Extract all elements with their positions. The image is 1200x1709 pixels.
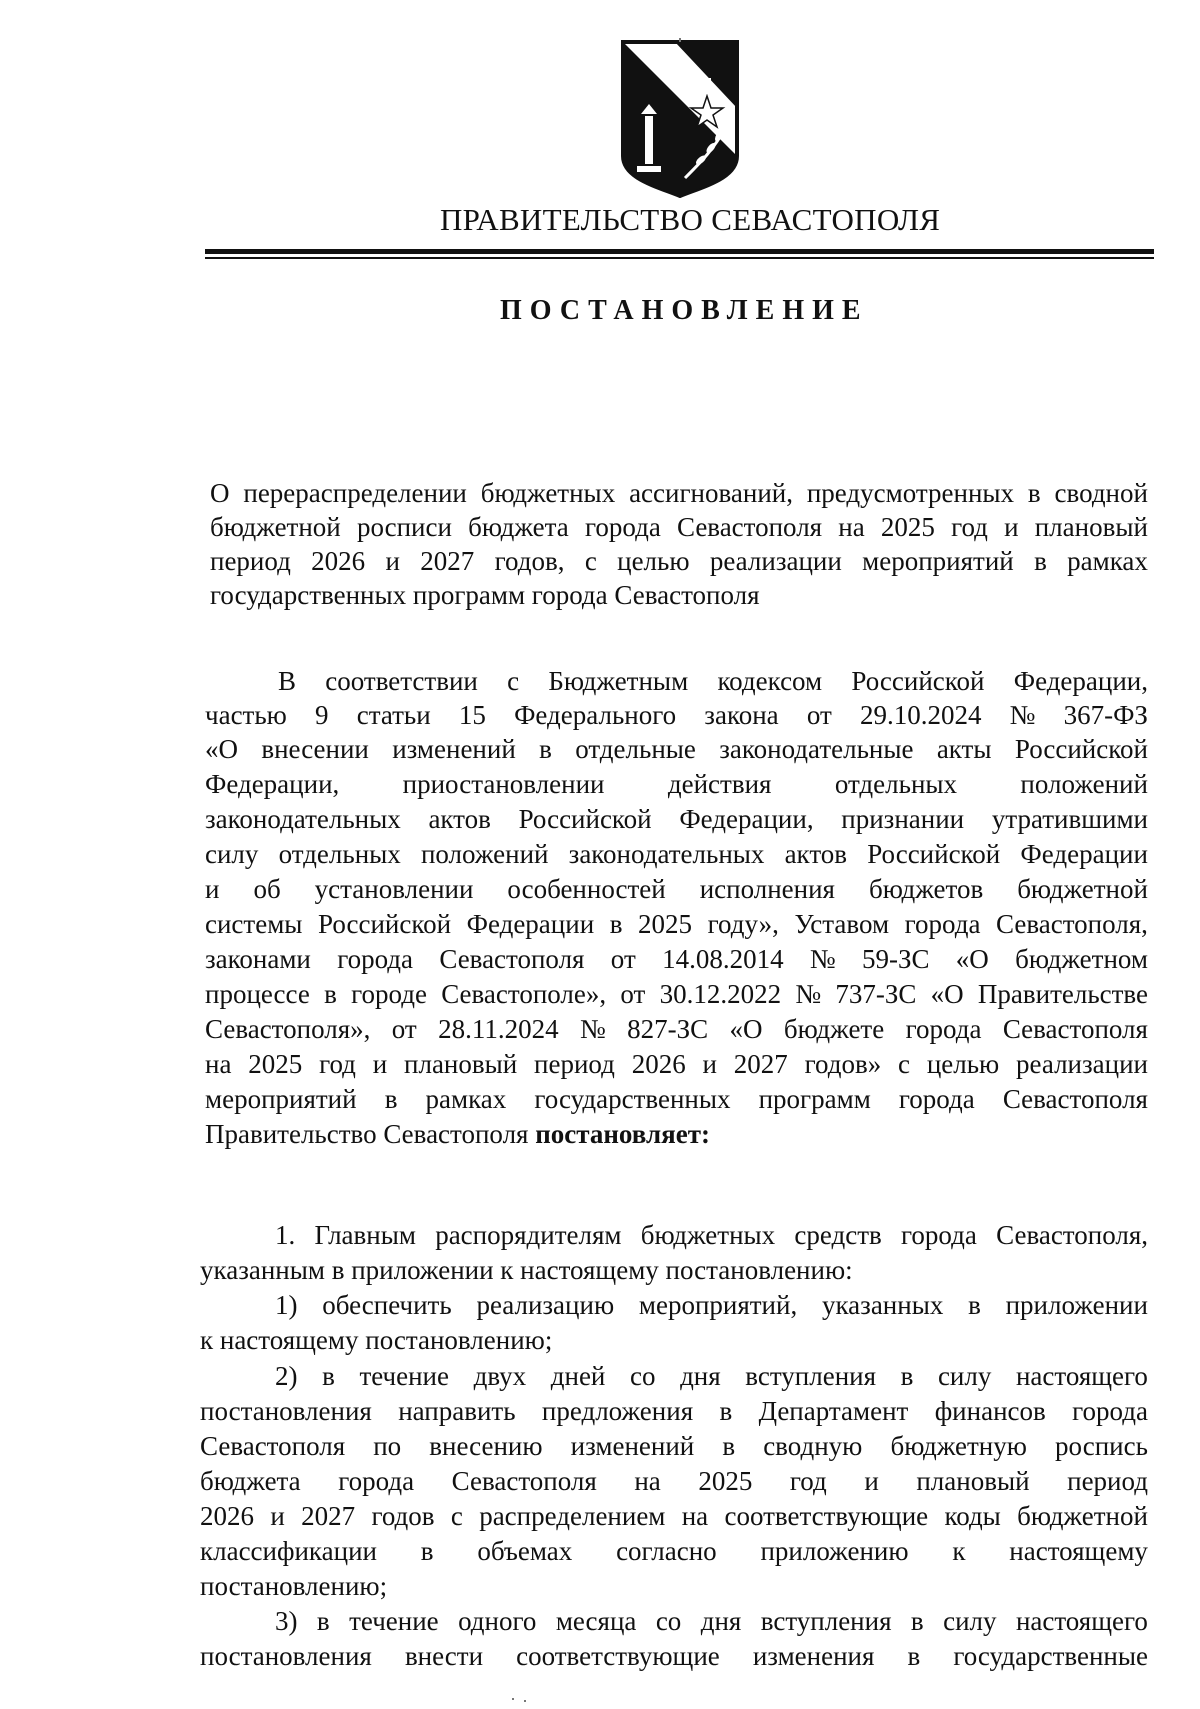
word: настоящему — [1009, 1536, 1148, 1566]
word: № — [809, 944, 836, 974]
clause-line — [200, 1499, 1148, 1533]
word: 29.10.2024 — [859, 700, 982, 730]
preamble-line — [278, 664, 1148, 698]
word: Федерального — [514, 700, 677, 730]
word: Уставом — [794, 909, 890, 939]
word: плановый — [404, 1049, 518, 1079]
word: Севастополя, — [996, 1220, 1148, 1250]
word: 2026 — [200, 1501, 254, 1531]
word: бюджета — [200, 1466, 301, 1496]
word: 9 — [315, 700, 329, 730]
word: бюджетной — [1017, 1501, 1148, 1531]
word: мероприятий, — [638, 1290, 798, 1320]
preamble-line — [205, 732, 1148, 766]
word: силу — [937, 1361, 992, 1391]
word: распределением — [479, 1501, 666, 1531]
word: вступления — [745, 1361, 877, 1391]
word: Севастополя, — [996, 909, 1148, 939]
word: изменений — [570, 1431, 695, 1461]
word: силу — [205, 839, 259, 869]
preamble-line — [205, 1047, 1148, 1081]
word: с — [450, 1501, 463, 1531]
word: процессе — [205, 979, 310, 1009]
word: Российской — [318, 909, 452, 939]
word: приостановлении — [402, 769, 605, 799]
word: утратившими — [991, 804, 1148, 834]
word: бюджетной — [210, 512, 341, 542]
word: 2027 — [301, 1501, 356, 1531]
word: росписи — [356, 512, 452, 542]
word: 3) — [275, 1606, 298, 1636]
preamble-last-line — [205, 1117, 710, 1151]
word: 2026 — [631, 1049, 686, 1079]
word: государственных — [534, 1084, 731, 1114]
preamble-last-text: Правительство Севастополя — [205, 1119, 536, 1149]
word: «О — [930, 979, 964, 1009]
word: отдельные — [575, 734, 696, 764]
word: со — [629, 1361, 656, 1391]
word: соответствующие — [516, 1641, 720, 1671]
preamble-line — [205, 698, 1148, 732]
clause-line — [200, 1639, 1148, 1673]
word: перераспределении — [243, 478, 467, 508]
preamble-line — [205, 942, 1148, 976]
word: внесению — [429, 1431, 543, 1461]
word: настоящего — [1015, 1361, 1148, 1391]
word: рамках — [1067, 546, 1148, 576]
word: бюджетов — [868, 874, 984, 904]
word: программ — [758, 1084, 871, 1114]
word: О — [210, 478, 230, 508]
header-rule-thick — [205, 249, 1154, 254]
word: 1. — [275, 1220, 296, 1250]
word: средств — [794, 1220, 882, 1250]
word: изменений — [392, 734, 516, 764]
word: Федерации, — [1013, 666, 1148, 696]
word: Федерации — [466, 909, 595, 939]
word: 827-ЗС — [627, 1014, 709, 1044]
word: и — [270, 1501, 285, 1531]
word: плановый — [1034, 512, 1148, 542]
scan-speck — [524, 1700, 526, 1702]
word: в — [316, 1606, 330, 1636]
word: 14.08.2014 — [662, 944, 784, 974]
word: указанных — [821, 1290, 944, 1320]
word: законодательных — [205, 804, 401, 834]
word: годов, — [494, 546, 565, 576]
word: закона — [704, 700, 779, 730]
word: 2027 — [420, 546, 475, 576]
word: города — [337, 944, 414, 974]
word: соответствии — [325, 666, 478, 696]
word: в — [1034, 546, 1047, 576]
word: от — [391, 1014, 417, 1044]
word: отдельных — [834, 769, 958, 799]
word: соответствующие — [724, 1501, 929, 1531]
word: Российской — [851, 666, 985, 696]
word: в — [539, 734, 552, 764]
clause-line: к настоящему постановлению; — [200, 1325, 553, 1355]
word: города — [1072, 1396, 1148, 1426]
word: 2027 — [733, 1049, 788, 1079]
word: вступления — [760, 1606, 892, 1636]
word: № — [1009, 700, 1036, 730]
word: кодексом — [717, 666, 823, 696]
word: законами — [205, 944, 311, 974]
word: от — [610, 944, 636, 974]
word: и — [385, 546, 400, 576]
word: положений — [1020, 769, 1148, 799]
word: внести — [404, 1641, 484, 1671]
word: согласно — [616, 1536, 717, 1566]
word: в — [609, 909, 623, 939]
word: государственные — [953, 1641, 1148, 1671]
word: 15 — [458, 700, 486, 730]
word: период — [210, 546, 291, 576]
word: и — [372, 1049, 388, 1079]
word: города — [584, 512, 661, 542]
word: и — [864, 1466, 879, 1496]
word: города — [898, 1084, 975, 1114]
clause-line — [275, 1218, 1148, 1252]
word: акты — [936, 734, 992, 764]
word: признании — [841, 804, 965, 834]
word: течение — [359, 1361, 449, 1391]
preamble-line — [205, 767, 1148, 801]
clause-line — [275, 1288, 1148, 1322]
organization-name: ПРАВИТЕЛЬСТВО СЕВАСТОПОЛЯ — [440, 202, 941, 237]
word: Севастополя — [1002, 1014, 1148, 1044]
word: на — [634, 1466, 661, 1496]
word: бюджетных — [480, 478, 616, 508]
word: распорядителям — [435, 1220, 622, 1250]
word: законодательных — [568, 839, 765, 869]
word: роспись — [1055, 1431, 1148, 1461]
word: период — [1067, 1466, 1148, 1496]
word: в — [322, 1361, 335, 1391]
word: одного — [458, 1606, 537, 1636]
word: 367-ФЗ — [1063, 700, 1148, 730]
word: городе — [351, 979, 427, 1009]
word: в — [722, 1431, 736, 1461]
word: предусмотренных — [806, 478, 1015, 508]
title-line — [210, 544, 1148, 578]
word: на — [838, 512, 865, 542]
word: годов» — [804, 1049, 882, 1079]
word: по — [373, 1431, 402, 1461]
clause-line — [200, 1534, 1148, 1568]
word: год — [789, 1466, 827, 1496]
word: 2) — [275, 1361, 298, 1391]
word: с — [507, 666, 520, 696]
word: внесении — [261, 734, 369, 764]
word: реализацию — [476, 1290, 615, 1320]
word: Севастополя — [439, 944, 585, 974]
word: в — [910, 1606, 924, 1636]
preamble-line — [205, 1082, 1148, 1116]
word: в — [968, 1290, 981, 1320]
word: 30.12.2022 — [659, 979, 782, 1009]
word: Федерации, — [205, 769, 340, 799]
word: статьи — [356, 700, 431, 730]
word: 2026 — [311, 546, 366, 576]
word: актов — [784, 839, 848, 869]
preamble-line — [205, 837, 1148, 871]
word: положений — [420, 839, 549, 869]
word: исполнения — [699, 874, 835, 904]
decree-verb: постановляет: — [535, 1119, 710, 1149]
word: мероприятий — [205, 1084, 357, 1114]
clause-line — [275, 1359, 1148, 1393]
sevastopol-coat-of-arms-emblem — [615, 38, 745, 198]
word: «О — [955, 944, 989, 974]
word: мероприятий — [862, 546, 1014, 576]
word: № — [795, 979, 822, 1009]
word: в — [420, 1536, 434, 1566]
word: города — [904, 909, 981, 939]
word: на — [681, 1501, 709, 1531]
word: реализации — [1016, 1049, 1148, 1079]
title-line — [210, 510, 1148, 544]
word: 2025 — [880, 512, 935, 542]
word: об — [253, 874, 281, 904]
clause-line: постановлению; — [200, 1571, 388, 1601]
word: в — [900, 1361, 914, 1391]
word: от — [620, 979, 646, 1009]
clause-line — [275, 1604, 1148, 1638]
word: приложению — [760, 1536, 909, 1566]
word: города — [905, 1014, 982, 1044]
word: двух — [473, 1361, 527, 1391]
word: дня — [680, 1361, 721, 1391]
word: Российской — [867, 839, 1001, 869]
word: течение — [349, 1606, 439, 1636]
word: Департамент — [758, 1396, 909, 1426]
word: приложении — [1005, 1290, 1148, 1320]
word: Российской — [518, 804, 652, 834]
word: сводную — [763, 1431, 863, 1461]
header-rule-thin — [205, 257, 1154, 259]
word: отдельных — [278, 839, 401, 869]
clause-line — [200, 1429, 1148, 1463]
word: города — [338, 1466, 415, 1496]
word: дня — [700, 1606, 742, 1636]
word: в — [324, 979, 337, 1009]
word: бюджете — [783, 1014, 885, 1044]
word: финансов — [934, 1396, 1046, 1426]
word: дней — [550, 1361, 606, 1391]
scan-speck — [512, 1698, 514, 1700]
word: и — [1004, 512, 1019, 542]
word: с — [898, 1049, 910, 1079]
word: целью — [617, 546, 690, 576]
word: коды — [944, 1501, 1001, 1531]
word: обеспечить — [322, 1290, 452, 1320]
title-line — [210, 476, 1148, 510]
word: со — [655, 1606, 682, 1636]
preamble-line — [205, 872, 1148, 906]
word: период — [534, 1049, 615, 1079]
word: плановый — [916, 1466, 1030, 1496]
word: ассигнований, — [629, 478, 793, 508]
preamble-line — [205, 977, 1148, 1011]
word: в — [384, 1084, 398, 1114]
word: «О — [729, 1014, 763, 1044]
word: Правительстве — [977, 979, 1148, 1009]
word: в — [907, 1641, 921, 1671]
word: реализации — [709, 546, 842, 576]
word: В — [278, 666, 297, 696]
word: Федерации, — [679, 804, 814, 834]
word: бюджетном — [1015, 944, 1148, 974]
word: 1) — [275, 1290, 298, 1320]
word: 59-ЗС — [861, 944, 930, 974]
word: № — [579, 1014, 606, 1044]
word: силу — [943, 1606, 997, 1636]
preamble-line — [205, 1012, 1148, 1046]
word: классификации — [200, 1536, 377, 1566]
clause-line — [200, 1464, 1148, 1498]
word: годов — [371, 1501, 435, 1531]
word: бюджета — [468, 512, 569, 542]
word: бюджетной — [1017, 874, 1148, 904]
word: 2025 — [248, 1049, 303, 1079]
word: действия — [667, 769, 772, 799]
word: Севастополя — [200, 1431, 346, 1461]
word: Российской — [1014, 734, 1148, 764]
word: году», — [707, 909, 779, 939]
word: Главным — [314, 1220, 416, 1250]
clause-line — [200, 1394, 1148, 1428]
word: Севастополя», — [205, 1014, 371, 1044]
word: настоящего — [1015, 1606, 1148, 1636]
word: объемах — [477, 1536, 573, 1566]
word: 28.11.2024 — [438, 1014, 559, 1044]
word: Севастополя — [451, 1466, 597, 1496]
word: на — [205, 1049, 232, 1079]
preamble-line — [205, 802, 1148, 836]
word: бюджетную — [890, 1431, 1027, 1461]
word: год — [951, 512, 988, 542]
word: постановления — [200, 1396, 372, 1426]
clause-line: указанным в приложении к настоящему постановлению: — [200, 1255, 853, 1285]
word: и — [205, 874, 220, 904]
word: актов — [428, 804, 491, 834]
word: Федерации — [1020, 839, 1148, 869]
word: год — [319, 1049, 356, 1079]
word: установлении — [314, 874, 474, 904]
word: 2025 — [638, 909, 693, 939]
title-line: государственных программ города Севастополя — [210, 580, 760, 610]
word: бюджетных — [640, 1220, 776, 1250]
word: от — [806, 700, 832, 730]
word: постановления — [200, 1641, 372, 1671]
document-type-heading: ПОСТАНОВЛЕНИЕ — [500, 295, 869, 326]
word: направить — [398, 1396, 516, 1426]
word: в — [1027, 478, 1041, 508]
word: Севастополе», — [441, 979, 607, 1009]
word: в — [719, 1396, 733, 1426]
word: рамках — [425, 1084, 507, 1114]
word: изменения — [752, 1641, 875, 1671]
word: с — [584, 546, 597, 576]
word: предложения — [541, 1396, 694, 1426]
word: Севастополя — [676, 512, 823, 542]
word: к — [952, 1536, 966, 1566]
word: 737-ЗС — [835, 979, 917, 1009]
word: города — [901, 1220, 977, 1250]
word: сводной — [1054, 478, 1148, 508]
word: «О — [205, 734, 238, 764]
word: Севастополя — [1002, 1084, 1148, 1114]
word: законодательные — [719, 734, 914, 764]
word: системы — [205, 909, 303, 939]
word: и — [702, 1049, 717, 1079]
word: целью — [926, 1049, 1000, 1079]
word: особенностей — [507, 874, 666, 904]
word: частью — [205, 700, 287, 730]
word: 2025 — [698, 1466, 753, 1496]
word: месяца — [555, 1606, 637, 1636]
preamble-line — [205, 907, 1148, 941]
word: Бюджетным — [548, 666, 689, 696]
